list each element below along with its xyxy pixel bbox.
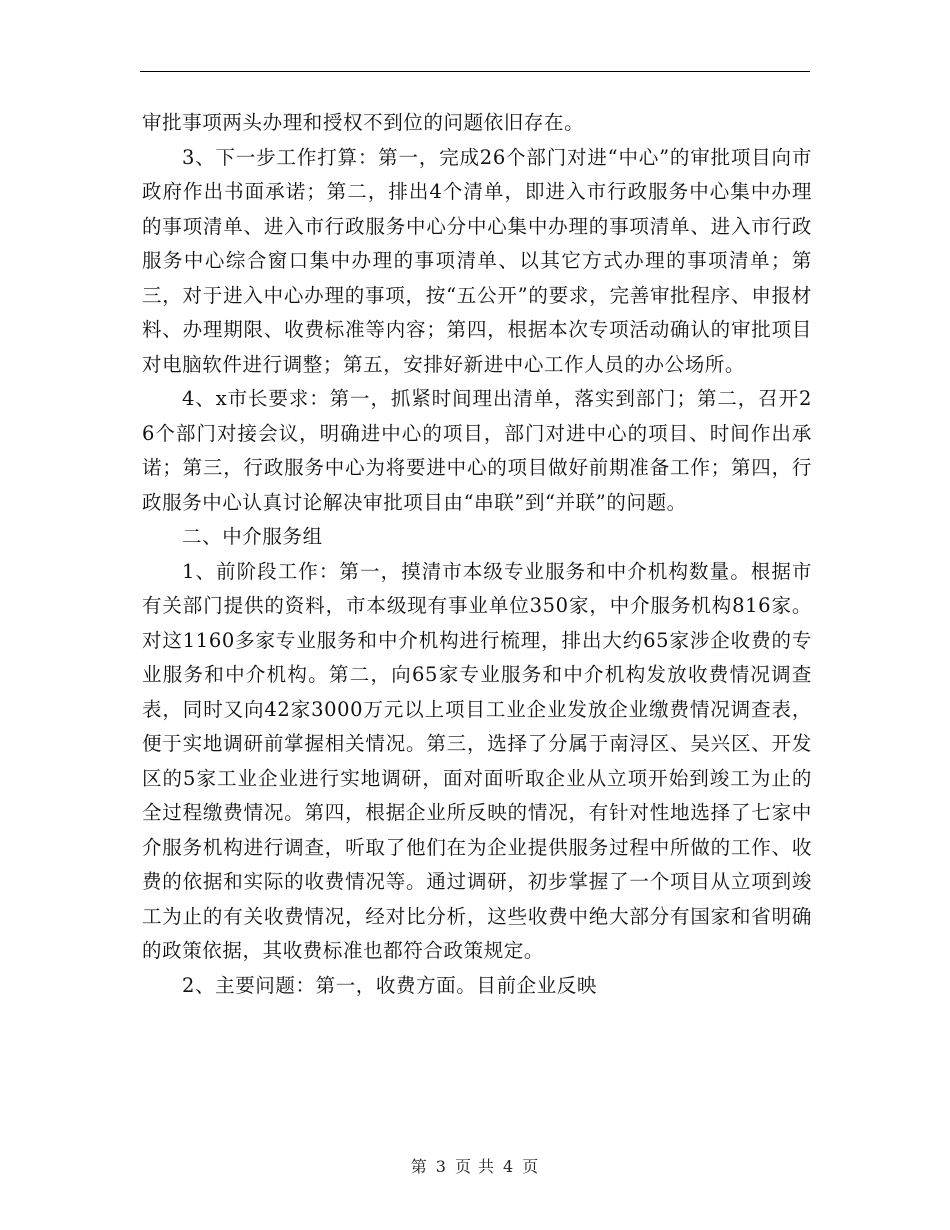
section-heading-intermediary-services: 二、中介服务组 [182, 525, 323, 548]
footer-prefix: 第 [410, 1157, 428, 1176]
footer-total-pages: 4 [503, 1157, 515, 1176]
paragraph-previous-work: 1、前阶段工作：第一，摸清市本级专业服务和中介机构数量。根据市有关部门提供的资料，市本级现有事业单位350家，中介服务机构816家。对这1160多家专业服务和中介机构进行梳理，排出大约65家涉企收费的专业服务和中介机构。第二，向65家专业服务和中介机构发放收费情况调查表，同时又向42家3000万元以上项目工业企业发放企业缴费情况调查表，便于实地调研前掌握相关情况。第三，选择了分属于南浔区、吴兴区、开发区的5家工业企业进行实地调研，面对面听取企业从立项开始到竣工为止的全过程缴费情况。第四，根据企业所反映的情况，有针对性地选择了七家中介服务机构进行调查，听取了他们在为企业提供服务过程中所做的工作、收费的依据和实际的收费情况等。通过调研，初步掌握了一个项目从立项到竣工为止的有关收费情况，经对比分析，这些收费中绝大部分有国家和省明确的政策依据，其收费标准也都符合政策规定。 [142, 559, 812, 962]
footer-middle: 页 共 [454, 1157, 496, 1176]
document-body [142, 106, 812, 1003]
paragraph-next-steps: 3、下一步工作打算：第一，完成26个部门对进“中心”的审批项目向市政府作出书面承诺；第二，排出4个清单，即进入市行政服务中心集中办理的事项清单、进入市行政服务中心分中心集中办理的事项清单、进入市行政服务中心综合窗口集中办理的事项清单、以其它方式办理的事项清单；第三，对于进入中心办理的事项，按“五公开”的要求，完善审批程序、申报材料、办理期限、收费标准等内容；第四，根据本次专项活动确认的审批项目对电脑软件进行调整；第五，安排好新进中心工作人员的办公场所。 [142, 145, 812, 376]
paragraph-mayor-requirements: 4、x市长要求：第一，抓紧时间理出清单，落实到部门；第二，召开26个部门对接会议，明确进中心的项目，部门对进中心的项目、时间作出承诺；第三，行政服务中心为将要进中心的项目做好前期准备工作；第四，行政服务中心认真讨论解决审批项目由“串联”到“并联”的问题。 [142, 387, 812, 514]
footer-suffix: 页 [522, 1157, 540, 1176]
page-footer [0, 1154, 950, 1177]
footer-page-number: 3 [435, 1157, 447, 1176]
header-rule [140, 71, 810, 72]
paragraph-main-problems: 2、主要问题：第一，收费方面。目前企业反映 [182, 973, 598, 997]
paragraph-continuation: 审批事项两头办理和授权不到位的问题依旧存在。 [142, 111, 585, 134]
